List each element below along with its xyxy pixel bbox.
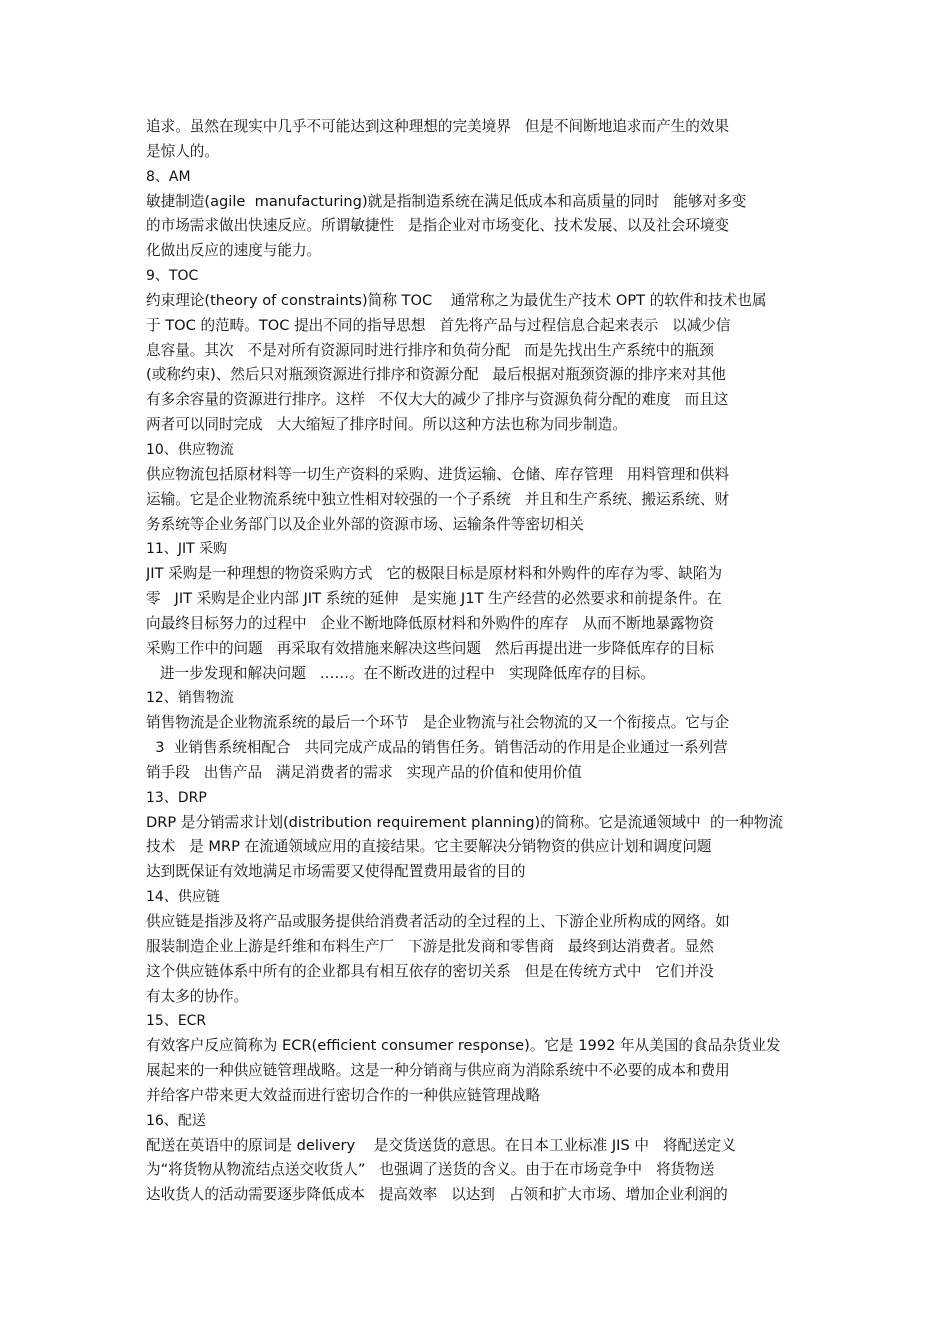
- body-text-line: DRP 是分销需求计划(distribution requirement planning)的简称。它是流通领域中 的一种物流: [146, 813, 783, 831]
- body-text-line: 约束理论(theory of constraints)简称 TOC 通常称之为最优生产技术 OPT 的软件和技术也属: [146, 291, 767, 309]
- body-text-line: 有效客户反应简称为 ECR(efficient consumer response)。它是 1992 年从美国的食品杂货业发: [146, 1037, 781, 1055]
- body-text-line: 销售物流是企业物流系统的最后一个环节 是企业物流与社会物流的又一个衔接点。它与企: [146, 714, 730, 732]
- section-heading: 12、销售物流: [146, 690, 234, 707]
- body-text-line: 为“将货物从物流结点送交收货人” 也强调了送货的含义。由于在市场竞争中 将货物送: [146, 1161, 715, 1179]
- body-text-line: 追求。虽然在现实中几乎不可能达到这种理想的完美境界 但是不间断地追求而产生的效果: [146, 118, 730, 135]
- section-heading: 8、AM: [146, 168, 191, 185]
- body-text-line: 进一步发现和解决问题 ……。在不断改进的过程中 实现降低库存的目标。: [146, 664, 655, 682]
- body-text-line: 展起来的一种供应链管理战略。这是一种分销商与供应商为消除系统中不必要的成本和费用: [146, 1062, 730, 1080]
- body-text-line: 并给客户带来更大效益而进行密切合作的一种供应链管理战略: [146, 1086, 541, 1104]
- body-text-line: 服装制造企业上游是纤维和布料生产厂 下游是批发商和零售商 最终到达消费者。显然: [146, 937, 714, 955]
- body-text-line: 敏捷制造(agile manufacturing)就是指制造系统在满足低成本和高质量的同时 能够对多变: [146, 192, 747, 210]
- body-text-line: 供应链是指涉及将产品或服务提供给消费者活动的全过程的上、下游企业所构成的网络。如: [146, 913, 730, 930]
- body-text-line: 达到既保证有效地满足市场需要又使得配置费用最省的目的: [146, 863, 526, 881]
- body-text-line: 供应物流包括原材料等一切生产资料的采购、进货运输、仓储、库存管理 用料管理和供料: [146, 465, 730, 483]
- section-heading: 15、ECR: [146, 1013, 207, 1030]
- body-text-line: JIT 采购是一种理想的物资采购方式 它的极限目标是原材料和外购件的库存为零、缺陷为: [146, 565, 723, 583]
- body-text-line: 有多余容量的资源进行排序。这样 不仅大大的减少了排序与资源负荷分配的难度 而且这: [146, 391, 729, 409]
- body-text-line: 化做出反应的速度与能力。: [146, 242, 322, 260]
- section-heading: 10、供应物流: [146, 441, 234, 458]
- body-text-line: 有太多的协作。: [146, 987, 249, 1005]
- body-text-line: 采购工作中的问题 再采取有效措施来解决这些问题 然后再提出进一步降低库存的目标: [146, 639, 714, 657]
- section-heading: 11、JIT 采购: [146, 541, 228, 558]
- body-text-line: 销手段 出售产品 满足消费者的需求 实现产品的价值和使用价值: [146, 763, 582, 781]
- body-text-line: 零 JIT 采购是企业内部 JIT 系统的延伸 是实施 J1T 生产经营的必然要求和前提条件。在: [146, 590, 722, 608]
- body-text-line: 两者可以同时完成 大大缩短了排序时间。所以这种方法也称为同步制造。: [146, 416, 627, 434]
- body-text-line: 这个供应链体系中所有的企业都具有相互依存的密切关系 但是在传统方式中 它们并没: [146, 962, 714, 980]
- body-text-line: 达收货人的活动需要逐步降低成本 提高效率 以达到 占领和扩大市场、增加企业利润的: [146, 1186, 728, 1204]
- body-text-line: 务系统等企业务部门以及企业外部的资源市场、运输条件等密切相关: [146, 515, 584, 533]
- section-heading: 16、配送: [146, 1112, 206, 1129]
- body-text-line: 3 业销售系统相配合 共同完成产成品的销售任务。销售活动的作用是企业通过一系列营: [146, 739, 728, 757]
- document-page: [146, 115, 814, 1208]
- body-text-line: 运输。它是企业物流系统中独立性相对较强的一个子系统 并且和生产系统、搬运系统、财: [146, 490, 730, 508]
- section-heading: 9、TOC: [146, 268, 199, 285]
- body-text-line: 是惊人的。: [146, 142, 219, 160]
- body-text-line: 的市场需求做出快速反应。所谓敏捷性 是指企业对市场变化、技术发展、以及社会环境变: [146, 217, 730, 235]
- body-text-line: 配送在英语中的原词是 delivery 是交货送货的意思。在日本工业标准 JIS 中 将配送定义: [146, 1136, 736, 1154]
- section-heading: 13、DRP: [146, 789, 207, 806]
- body-text-line: 息容量。其次 不是对所有资源同时进行排序和负荷分配 而是先找出生产系统中的瓶颈: [146, 341, 714, 359]
- body-text-line: 向最终目标努力的过程中 企业不断地降低原材料和外购件的库存 从而不断地暴露物资: [146, 614, 714, 632]
- body-text-line: (或称约束)、然后只对瓶颈资源进行排序和资源分配 最后根据对瓶颈资源的排序来对其他: [146, 366, 726, 384]
- body-text-line: 于 TOC 的范畴。TOC 提出不同的指导思想 首先将产品与过程信息合起来表示 以减少信: [146, 316, 731, 334]
- body-text-line: 技术 是 MRP 在流通领域应用的直接结果。它主要解决分销物资的供应计划和调度问题: [146, 838, 712, 856]
- section-heading: 14、供应链: [146, 889, 220, 906]
